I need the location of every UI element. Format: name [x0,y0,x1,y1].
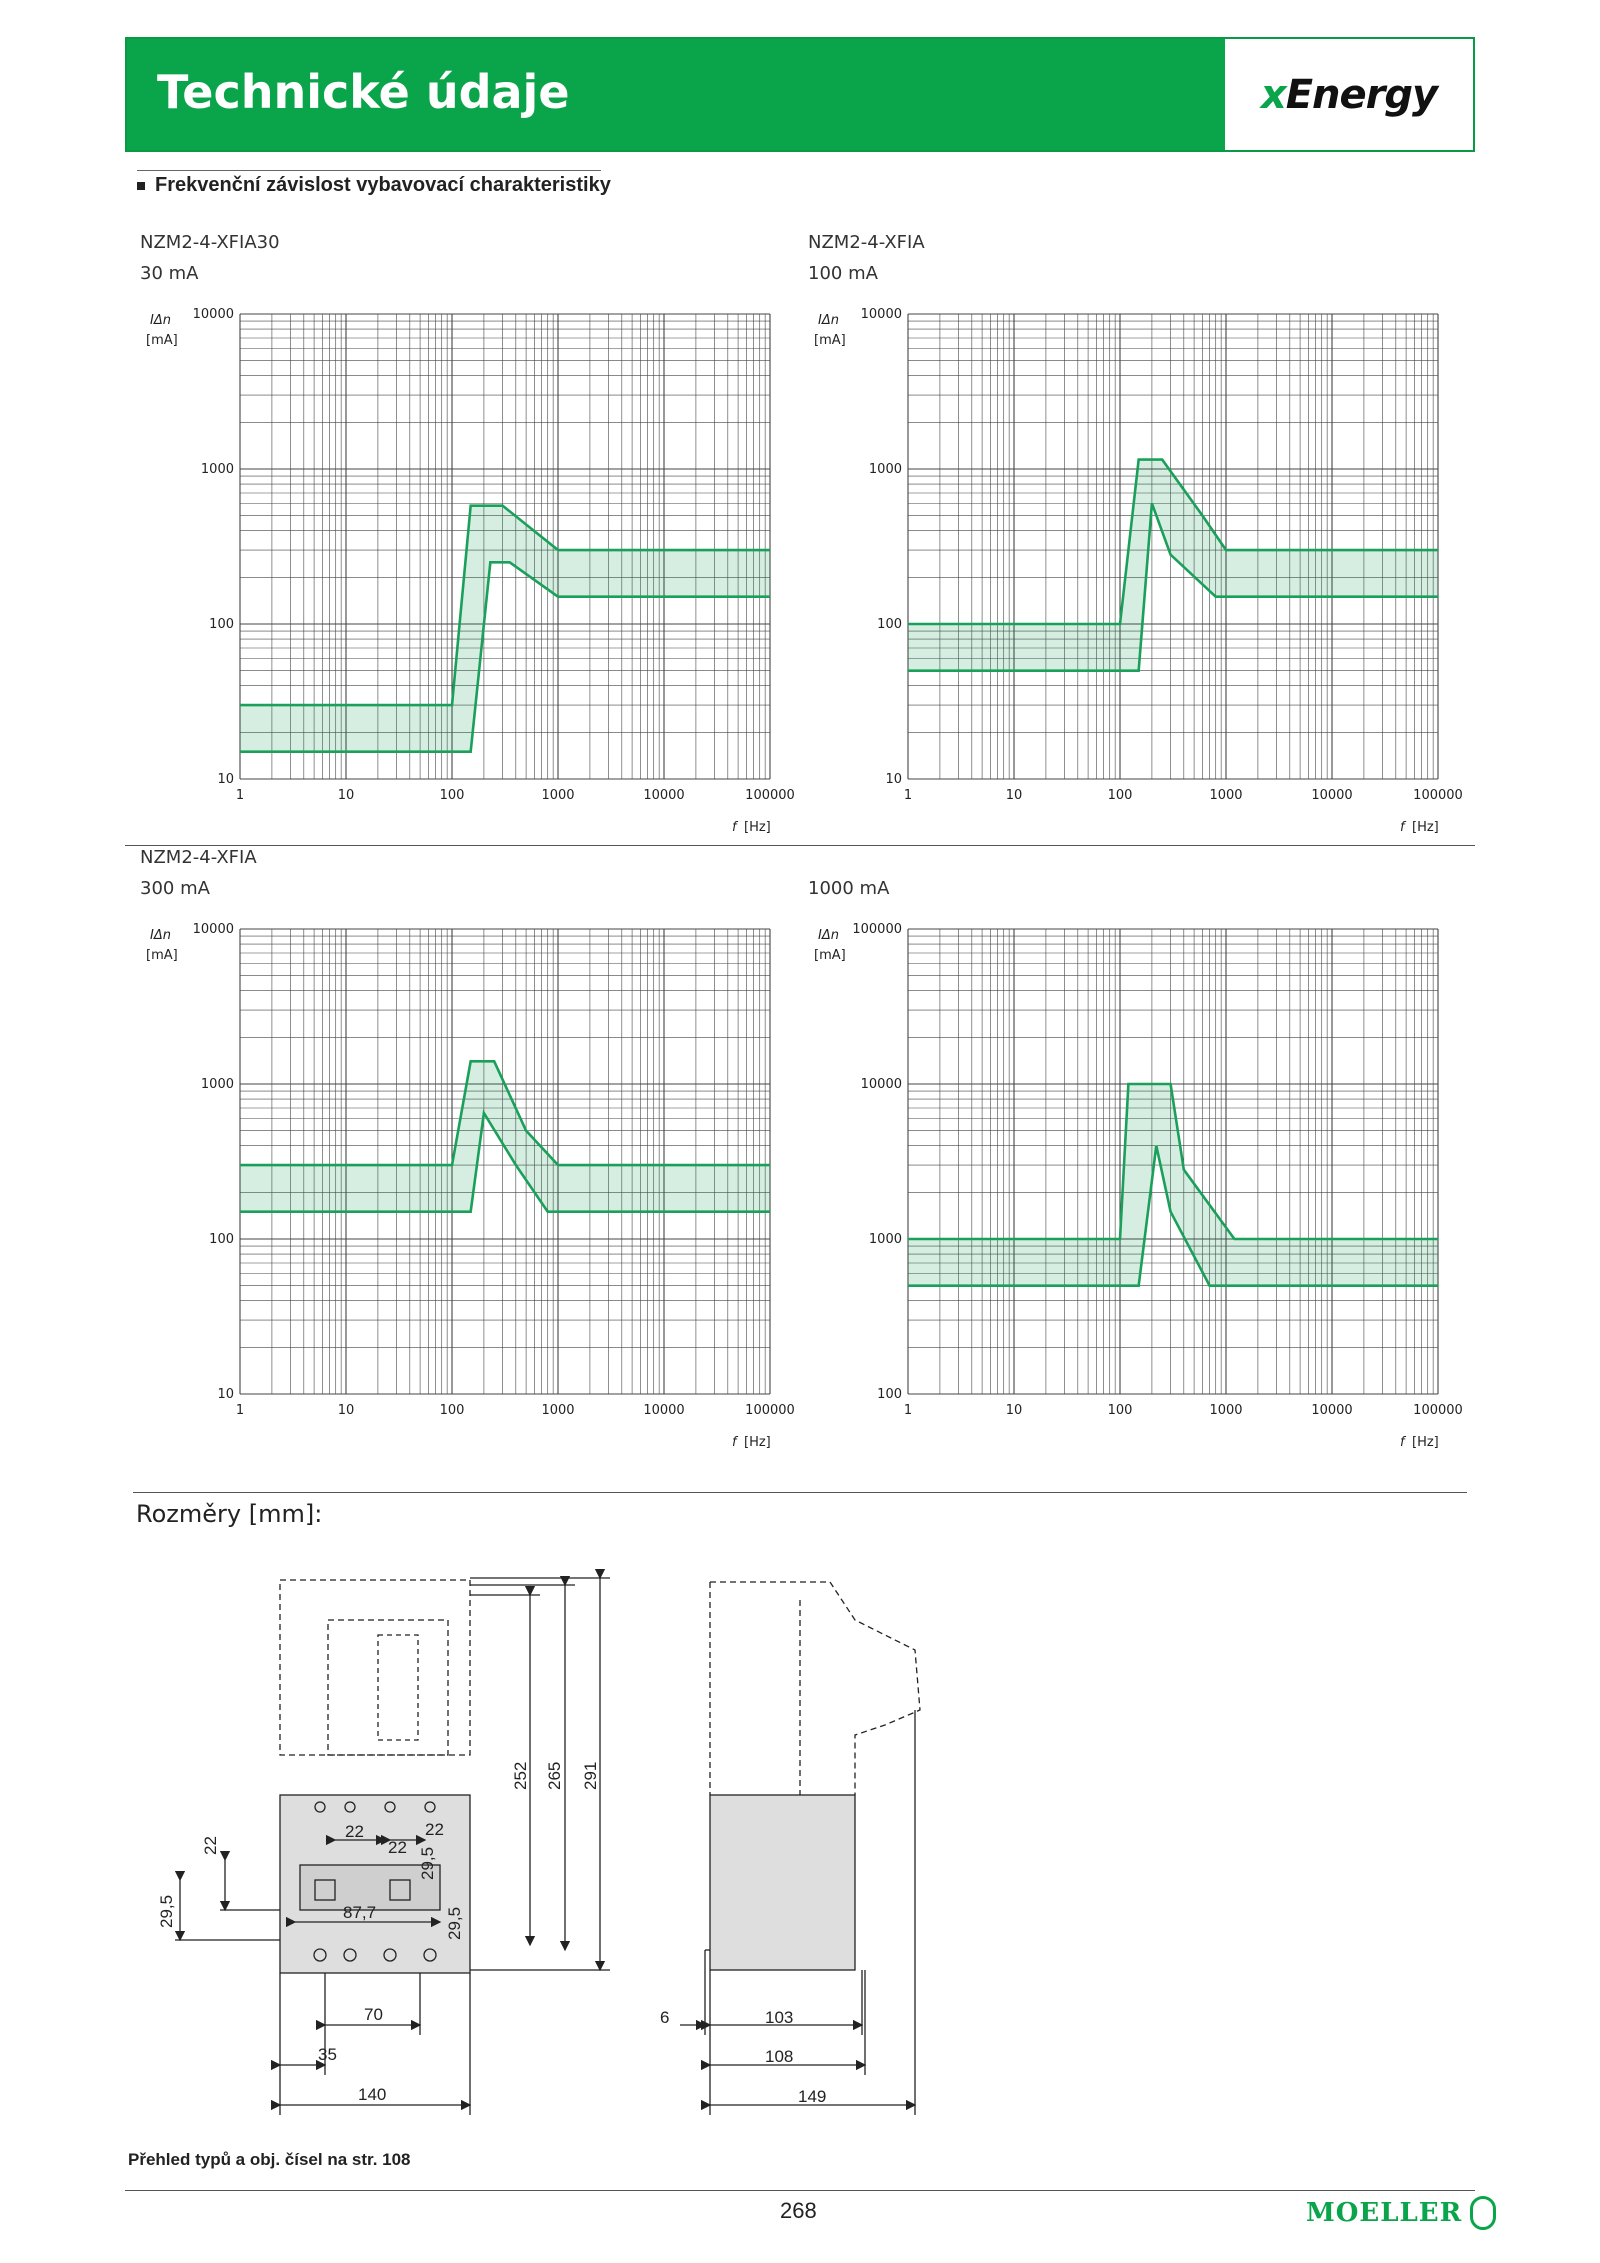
chart-row-divider [125,845,1475,846]
x-tick-label: 1000 [1209,788,1243,803]
x-axis-unit: [Hz] [1412,1435,1439,1450]
x-tick-label: 10000 [1311,1403,1353,1418]
dim-front-0: 22 [201,1836,220,1855]
dim-front-5: 29,5 [418,1846,437,1880]
dimensions-divider [133,1492,1467,1493]
x-tick-label: 10000 [1311,788,1353,803]
y-tick-label: 100 [209,1232,234,1247]
header-bar [125,37,1475,152]
y-axis-label: IΔn [818,313,839,328]
dim-side-0: 6 [660,2008,670,2027]
y-tick-label: 10000 [860,1077,902,1092]
chart-1000ma-svg [798,915,1468,1455]
x-tick-label: 10 [337,788,355,803]
x-tick-label: 10 [1005,1403,1023,1418]
x-tick-label: 100 [439,1403,465,1418]
logo-x: x [1260,71,1286,118]
footer-divider [125,2190,1475,2191]
chart-300ma [130,915,800,1460]
page-title: Technické údaje [157,65,570,119]
dim-front-9: 265 [545,1761,564,1790]
chart-30ma [130,300,800,845]
x-axis-label: f [1400,1435,1405,1450]
chart-100ma-svg [798,300,1468,840]
x-tick-label: 100000 [1413,788,1463,803]
panel-1-current: 30 mA [140,263,199,284]
y-axis-unit: [mA] [146,948,178,963]
page-number: 268 [780,2198,817,2223]
y-tick-label: 10000 [860,307,902,322]
y-tick-label: 1000 [868,462,902,477]
chart-300ma-svg [130,915,800,1455]
x-tick-label: 10 [1005,788,1023,803]
dim-front-10: 291 [581,1761,600,1790]
dimension-drawings-svg [150,1560,950,2130]
dim-front-11: 70 [364,2005,383,2024]
panel-1-model: NZM2-4-XFIA30 [140,232,280,253]
y-axis-unit: [mA] [814,948,846,963]
x-axis-unit: [Hz] [744,1435,771,1450]
y-tick-label: 10000 [192,307,234,322]
y-tick-label: 100 [877,1387,902,1402]
section-heading-text: Frekvenční závislost vybavovací charakteristiky [155,174,611,196]
side-body [710,1795,855,1970]
x-tick-label: 100000 [1413,1403,1463,1418]
side-view-labels [660,2008,826,2106]
brand-logo [1225,39,1473,150]
dim-front-12: 35 [318,2045,337,2064]
x-tick-label: 1 [903,788,913,803]
y-tick-label: 10000 [192,922,234,937]
x-tick-label: 10000 [643,1403,685,1418]
y-tick-label: 10 [217,1387,234,1402]
x-tick-label: 100 [439,788,465,803]
y-axis-unit: [mA] [146,333,178,348]
dim-front-8: 252 [511,1761,530,1790]
x-tick-label: 1 [903,1403,913,1418]
dim-front-13: 140 [358,2085,387,2104]
y-tick-label: 1000 [200,1077,234,1092]
chart-grid [240,929,770,1394]
chart-100ma [798,300,1468,845]
dim-side-1: 103 [765,2008,794,2027]
section-heading [137,174,611,197]
dim-front-6: 87,7 [343,1903,377,1922]
tolerance-band [240,506,770,752]
x-axis-label: f [732,1435,737,1450]
dim-front-7: 29,5 [445,1906,464,1940]
dim-front-2: 22 [345,1822,364,1841]
dim-front-4: 22 [425,1820,444,1839]
panel-2-current: 100 mA [808,263,878,284]
panel-4-current: 1000 mA [808,878,890,899]
x-axis-label: f [1400,820,1405,835]
y-axis-label: IΔn [150,313,171,328]
x-tick-label: 100000 [745,1403,795,1418]
x-tick-label: 100 [1107,1403,1133,1418]
tolerance-band [908,1084,1438,1286]
footer-note: Přehled typů a obj. čísel na str. 108 [128,2150,411,2169]
panel-3-current: 300 mA [140,878,210,899]
x-axis-unit: [Hz] [1412,820,1439,835]
moeller-text: MOELLER [1306,2198,1463,2228]
dim-front-3: 22 [388,1838,407,1857]
y-axis-label: IΔn [818,928,839,943]
y-axis-unit: [mA] [814,333,846,348]
y-tick-label: 10 [217,772,234,787]
x-tick-label: 1000 [1209,1403,1243,1418]
y-axis-label: IΔn [150,928,171,943]
y-tick-label: 100000 [852,922,902,937]
y-tick-label: 1000 [200,462,234,477]
dim-side-3: 149 [798,2087,827,2106]
dimension-drawings [150,1560,950,2135]
panel-3-model: NZM2-4-XFIA [140,847,257,868]
y-tick-label: 10 [885,772,902,787]
x-tick-label: 10 [337,1403,355,1418]
panel-2-model: NZM2-4-XFIA [808,232,925,253]
x-tick-label: 100 [1107,788,1133,803]
y-tick-label: 100 [209,617,234,632]
x-tick-label: 1000 [541,1403,575,1418]
dimensions-heading: Rozměry [mm]: [136,1500,323,1528]
dim-front-1: 29,5 [157,1894,176,1928]
bullet-icon [137,182,145,190]
moeller-logo [1306,2196,1496,2230]
x-axis-unit: [Hz] [744,820,771,835]
chart-30ma-svg [130,300,800,840]
x-axis-label: f [732,820,737,835]
y-tick-label: 1000 [868,1232,902,1247]
logo-rest: Energy [1285,71,1438,118]
logo-text [1261,72,1437,118]
chart-1000ma [798,915,1468,1460]
x-tick-label: 1 [235,788,245,803]
x-tick-label: 10000 [643,788,685,803]
dim-side-2: 108 [765,2047,794,2066]
x-tick-label: 1 [235,1403,245,1418]
x-tick-label: 100000 [745,788,795,803]
heading-rule [137,170,601,171]
side-view [680,1582,920,2115]
x-tick-label: 1000 [541,788,575,803]
y-tick-label: 100 [877,617,902,632]
moeller-mark-icon [1470,2196,1496,2230]
